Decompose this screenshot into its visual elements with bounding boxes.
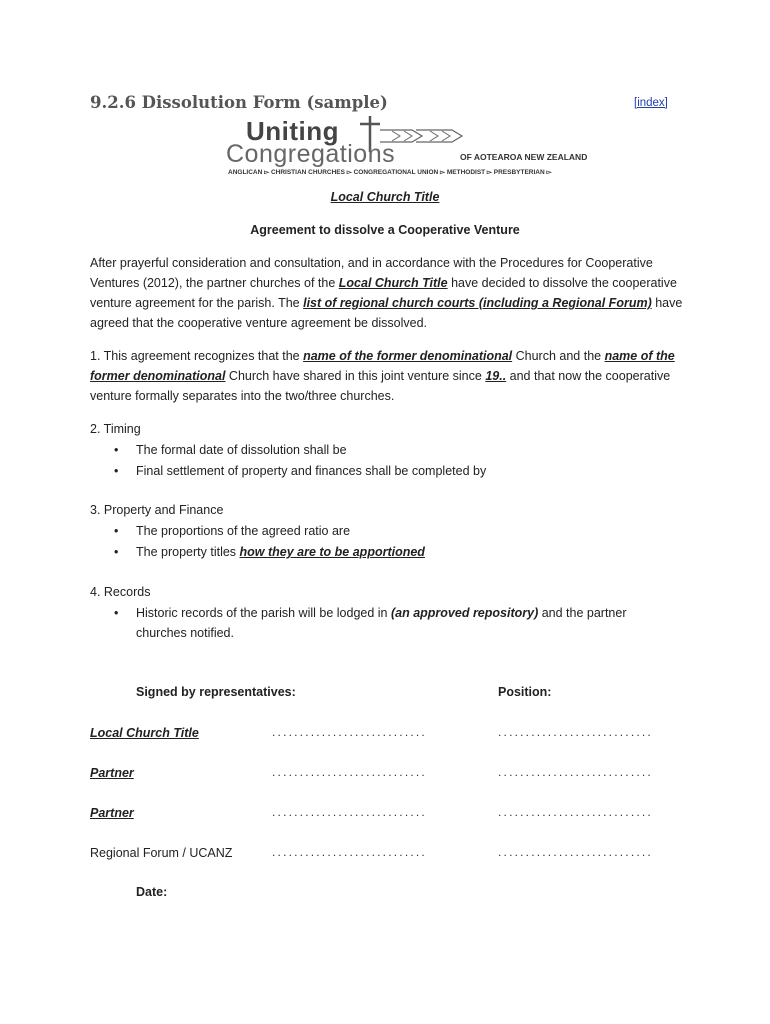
records-repository: (an approved repository)	[390, 606, 539, 620]
signature-line[interactable]: ............................	[272, 805, 427, 819]
signature-line[interactable]: ............................	[272, 725, 427, 739]
property-item	[114, 542, 425, 562]
church-title: Local Church Title	[330, 190, 440, 204]
records-text-1: Historic records of the parish will be lodged in	[136, 606, 391, 620]
signatory-name: Regional Forum / UCANZ	[90, 846, 233, 860]
member-christian-churches: CHRISTIAN CHURCHES	[270, 169, 345, 176]
logo-region-text: OF AOTEAROA NEW ZEALAND	[460, 152, 588, 162]
position-line[interactable]: ............................	[498, 845, 653, 859]
form-subtitle: Agreement to dissolve a Cooperative Venture	[250, 223, 520, 237]
signature-line[interactable]: ............................	[272, 765, 427, 779]
clause1-text-1: 1. This agreement recognizes that the	[90, 349, 304, 363]
timing-item-text: Final settlement of property and finances shall be completed by	[136, 464, 487, 478]
clause1-denomination-1: name of the former denominational	[303, 349, 513, 363]
logo-congregations-text: Congregations	[226, 140, 396, 168]
bullet-icon: •	[114, 443, 119, 457]
bullet-icon: •	[114, 524, 119, 538]
signatory-name: Partner	[90, 806, 134, 820]
signatory-name: Partner	[90, 766, 134, 780]
logo-uniting-text: Uniting	[246, 116, 340, 146]
timing-heading: 2. Timing	[90, 422, 141, 436]
property-item-text: The property titles	[136, 545, 240, 559]
bullet-icon: •	[114, 464, 119, 478]
clause1-text-3: Church have shared in this joint venture since	[225, 369, 486, 383]
uniting-congregations-logo	[222, 114, 622, 184]
member-congregational-union: CONGREGATIONAL UNION	[353, 169, 439, 176]
property-heading: 3. Property and Finance	[90, 503, 224, 517]
intro-text-3: have agreed that the cooperative venture agreement be dissolved.	[90, 296, 683, 330]
clause1-text-2: Church and the	[512, 349, 605, 363]
intro-church-title: Local Church Title	[338, 276, 448, 290]
timing-item	[114, 440, 347, 460]
clause1-denomination-2: name of the former denominational	[90, 349, 675, 383]
index-link[interactable]	[634, 97, 668, 109]
bullet-icon: •	[114, 545, 119, 559]
intro-text-1: After prayerful consideration and consultation, and in accordance with the Procedures for Cooperative Ventures (2012), the partner churches of the	[90, 256, 653, 290]
property-item	[114, 521, 351, 541]
signatory-name: Local Church Title	[90, 726, 199, 740]
position-line[interactable]: ............................	[498, 765, 653, 779]
member-methodist: METHODIST	[446, 169, 486, 176]
logo-members-line: ANGLICAN ▻ CHRISTIAN CHURCHES ▻ CONGREGATIONAL UNION ▻ METHODIST ▻ PRESBYTERIAN ▻	[228, 169, 552, 176]
intro-paragraph	[90, 253, 690, 333]
records-item	[114, 603, 656, 643]
bullet-icon: •	[114, 606, 119, 620]
timing-item-text: The formal date of dissolution shall be	[136, 443, 347, 457]
position-line[interactable]: ............................	[498, 805, 653, 819]
date-label: Date:	[136, 885, 168, 899]
page-title: 9.2.6 Dissolution Form (sample)	[90, 93, 388, 112]
records-text-2: and the partner churches notified.	[136, 606, 627, 640]
position-label: Position:	[498, 685, 552, 699]
signature-line[interactable]: ............................	[272, 845, 427, 859]
signed-label: Signed by representatives:	[136, 685, 296, 699]
records-heading: 4. Records	[90, 585, 151, 599]
property-item-text: The proportions of the agreed ratio are	[136, 524, 351, 538]
property-apportion-text: how they are to be apportioned	[239, 545, 425, 559]
clause-1-paragraph	[90, 346, 690, 406]
member-anglican: ANGLICAN	[228, 169, 263, 176]
intro-text-2: have decided to dissolve the cooperative venture agreement for the parish. The	[90, 276, 677, 310]
clause1-year: 19..	[485, 369, 507, 383]
member-presbyterian: PRESBYTERIAN	[493, 169, 545, 176]
timing-item	[114, 461, 487, 481]
clause1-text-4: and that now the cooperative venture formally separates into the two/three churches.	[90, 369, 671, 403]
index-link-text[interactable]: [index]	[634, 97, 668, 109]
position-line[interactable]: ............................	[498, 725, 653, 739]
intro-regional-courts: list of regional church courts (including a Regional Forum)	[303, 296, 652, 310]
